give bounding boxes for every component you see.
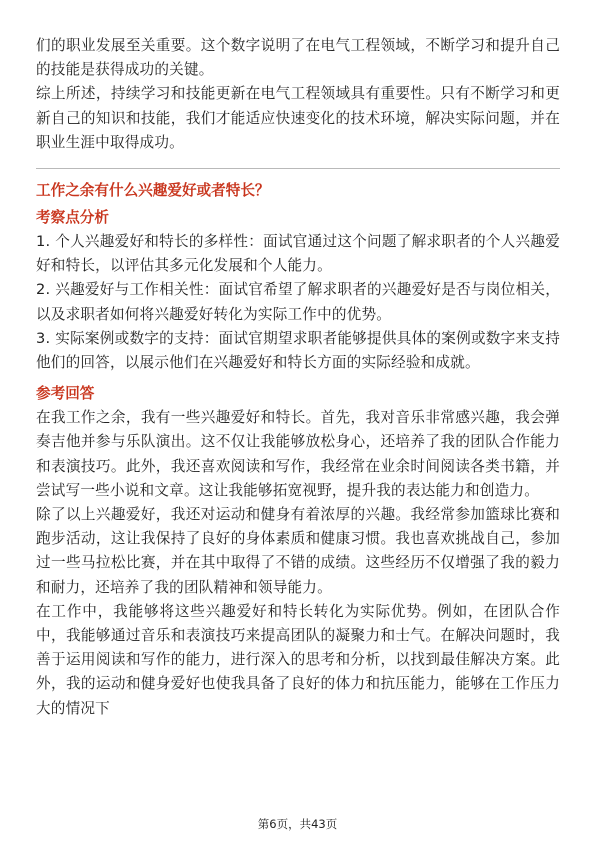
answer-label: 参考回答 bbox=[36, 385, 95, 403]
answer-paragraph: 在工作中，我能够将这些兴趣爱好和特长转化为实际优势。例如，在团队合作中，我能够通过音乐和表演技巧来提高团队的凝聚力和士气。在解决问题时，我善于运用阅读和写作的能力，进行深入的思考和分析，以找到最佳解决方案。此外，我的运动和健身爱好也使我具备了良好的体力和抗压能力，能够在工作压力大的情况下 bbox=[36, 602, 560, 717]
answer-paragraph: 在我工作之余，我有一些兴趣爱好和特长。首先，我对音乐非常感兴趣，我会弹奏吉他并参与乐队演出。这不仅让我能够放松身心，还培养了我的团队合作能力和表演技巧。此外，我还喜欢阅读和写作，我经常在业余时间阅读各类书籍，并尝试写一些小说和文章。这让我能够拓宽视野，提升我的表达能力和创造力。 bbox=[36, 409, 560, 499]
answer-paragraph: 除了以上兴趣爱好，我还对运动和健身有着浓厚的兴趣。我经常参加篮球比赛和跑步活动，这让我保持了良好的身体素质和健康习惯。我也喜欢挑战自己，参加过一些马拉松比赛，并在其中取得了不错的成绩。这些经历不仅增强了我的毅力和耐力，还培养了我的团队精神和领导能力。 bbox=[36, 506, 560, 596]
question-heading: 工作之余有什么兴趣爱好或者特长？ bbox=[36, 182, 270, 200]
page-content bbox=[36, 34, 560, 721]
analysis-item: 1. 个人兴趣爱好和特长的多样性：面试官通过这个问题了解求职者的个人兴趣爱好和特长，以评估其多元化发展和个人能力。 bbox=[36, 233, 560, 275]
intro-paragraph: 综上所述，持续学习和技能更新在电气工程领域具有重要性。只有不断学习和更新自己的知识和技能，我们才能适应快速变化的技术环境，解决实际问题，并在职业生涯中取得成功。 bbox=[36, 85, 560, 151]
section-gap bbox=[36, 375, 560, 382]
intro-paragraph: 们的职业发展至关重要。这个数字说明了在电气工程领域，不断学习和提升自己的技能是获得成功的关键。 bbox=[36, 37, 560, 79]
page-number: 第6页，共43页 bbox=[257, 817, 338, 831]
analysis-item: 2. 兴趣爱好与工作相关性：面试官希望了解求职者的兴趣爱好是否与岗位相关，以及求职者如何将兴趣爱好转化为实际工作中的优势。 bbox=[36, 281, 560, 323]
section-divider bbox=[36, 168, 560, 169]
analysis-item: 3. 实际案例或数字的支持：面试官期望求职者能够提供具体的案例或数字来支持他们的回答，以展示他们在兴趣爱好和特长方面的实际经验和成就。 bbox=[36, 329, 560, 372]
analysis-label: 考察点分析 bbox=[36, 209, 109, 227]
